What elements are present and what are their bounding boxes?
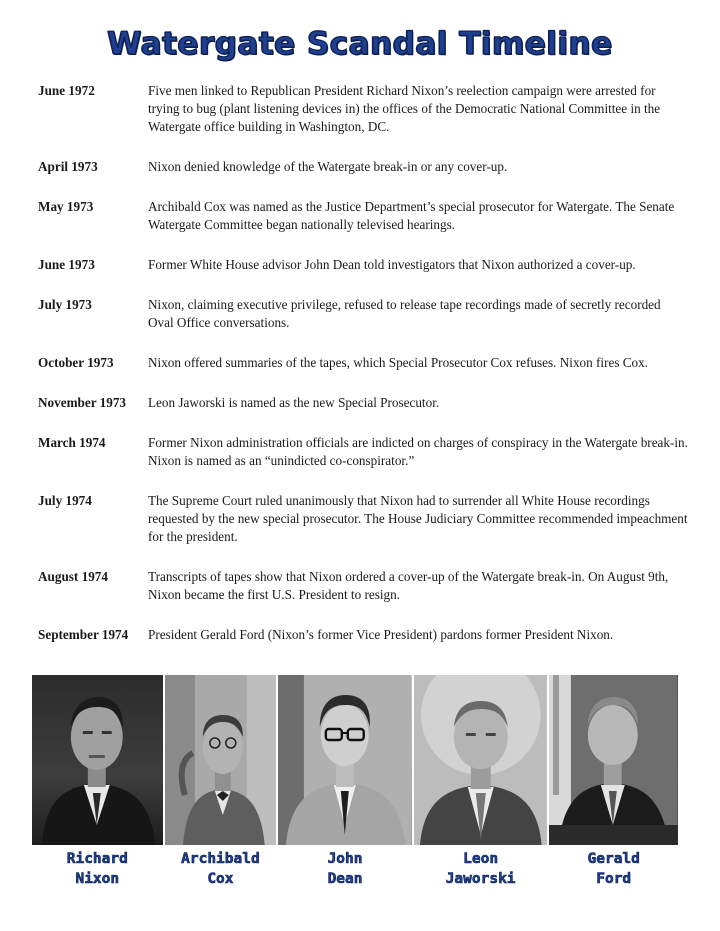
event-date: April 1973 [38, 159, 98, 174]
portrait-image [278, 675, 412, 845]
caption-archibald-cox [165, 849, 277, 889]
caption-first: Leon [463, 851, 499, 867]
event-description: Nixon offered summaries of the tapes, which Special Prosecutor Cox refuses. Nixon fires Cox. [148, 355, 649, 370]
timeline-event [38, 568, 688, 604]
caption-john-dean [278, 849, 412, 889]
portrait-image [414, 675, 548, 845]
caption-last: Ford [596, 871, 632, 887]
event-description: Nixon, claiming executive privilege, refused to release tape recordings made of secretly recorded Oval Office conversations. [148, 297, 661, 330]
portrait-image [165, 675, 277, 845]
portrait-image [549, 675, 678, 845]
portrait-captions [32, 849, 678, 889]
caption-last: Cox [207, 871, 234, 887]
event-description: Former Nixon administration officials are indicted on charges of conspiracy in the Watergate break-in. Nixon is named as an “unindicted co-conspirator.” [148, 435, 688, 468]
caption-last: Jaworski [445, 871, 516, 887]
timeline-event [38, 198, 688, 234]
caption-first: Archibald [181, 851, 260, 867]
event-date: June 1973 [38, 257, 95, 272]
timeline [38, 82, 688, 644]
portrait-photo [549, 675, 678, 845]
portrait-photo [32, 675, 163, 845]
timeline-event [38, 492, 688, 546]
portrait-photo [414, 675, 548, 845]
page-title: Watergate Scandal Timeline [107, 26, 613, 62]
caption-richard-nixon [32, 849, 163, 889]
caption-first: Gerald [587, 851, 640, 867]
timeline-event [38, 158, 688, 176]
timeline-event [38, 256, 688, 274]
portrait-photo [278, 675, 412, 845]
timeline-event [38, 434, 688, 470]
portrait-photo [165, 675, 277, 845]
event-date: October 1973 [38, 355, 114, 370]
event-description: Nixon denied knowledge of the Watergate break-in or any cover-up. [148, 159, 508, 174]
event-date: November 1973 [38, 395, 127, 410]
event-description: Transcripts of tapes show that Nixon ordered a cover-up of the Watergate break-in. On August 9th, Nixon became the first U.S. President to resign. [148, 569, 669, 602]
event-date: June 1972 [38, 83, 95, 98]
caption-first: Richard [66, 851, 128, 867]
caption-gerald-ford [549, 849, 678, 889]
event-date: August 1974 [38, 569, 108, 584]
event-date: May 1973 [38, 199, 94, 214]
event-date: July 1973 [38, 297, 92, 312]
event-description: The Supreme Court ruled unanimously that Nixon had to surrender all White House recordings requested by the new special prosecutor. The House Judiciary Committee recommended impeachment for the president. [148, 493, 688, 544]
timeline-event [38, 626, 688, 644]
caption-first: John [327, 851, 363, 867]
caption-leon-jaworski [414, 849, 548, 889]
event-description: Former White House advisor John Dean told investigators that Nixon authorized a cover-up. [148, 257, 636, 272]
timeline-event [38, 354, 688, 372]
timeline-event [38, 296, 688, 332]
portrait-row [32, 675, 678, 845]
portrait-image [32, 675, 163, 845]
event-description: President Gerald Ford (Nixon’s former Vice President) pardons former President Nixon. [148, 627, 614, 642]
event-date: September 1974 [38, 627, 129, 642]
timeline-event [38, 394, 688, 412]
timeline-event [38, 82, 688, 136]
caption-last: Nixon [75, 871, 120, 887]
event-description: Archibald Cox was named as the Justice Department’s special prosecutor for Watergate. The Senate Watergate Committee began nationally televised hearings. [148, 199, 675, 232]
event-date: July 1974 [38, 493, 92, 508]
event-date: March 1974 [38, 435, 106, 450]
event-description: Five men linked to Republican President Richard Nixon’s reelection campaign were arrested for trying to bug (plant listening devices in) the offices of the Democratic National Committee in the Watergate office building in Washington, DC. [148, 83, 661, 134]
event-description: Leon Jaworski is named as the new Special Prosecutor. [148, 395, 440, 410]
caption-last: Dean [327, 871, 363, 887]
